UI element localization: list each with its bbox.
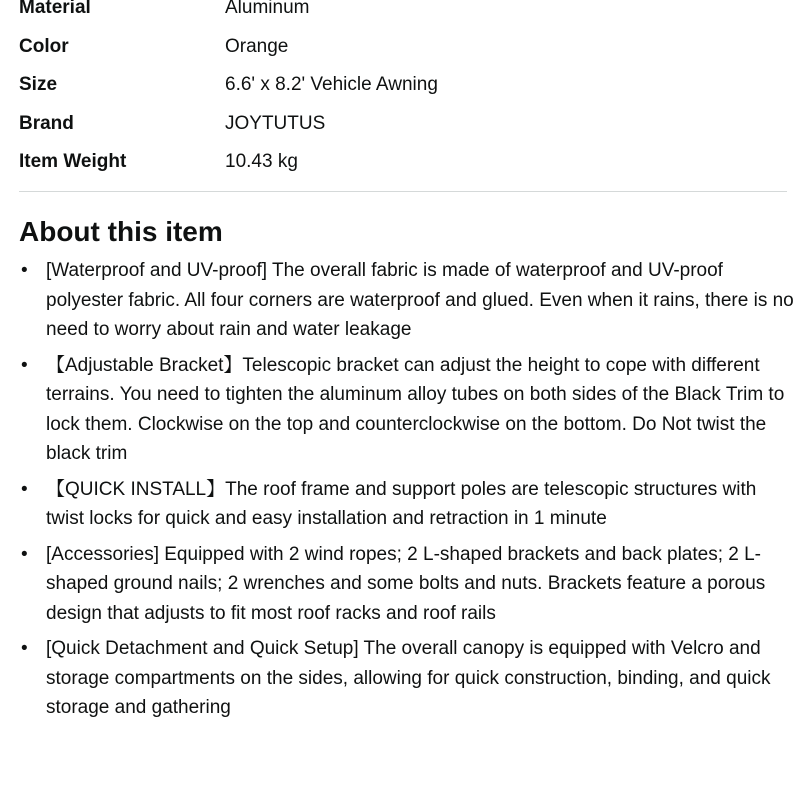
spec-row-material: [19, 0, 787, 28]
spec-value: 10.43 kg: [225, 151, 298, 173]
spec-label: Size: [19, 74, 58, 96]
feature-bullet-text: 【QUICK INSTALL】The roof frame and support poles are telescopic structures with twist locks for quick and easy installation and retraction in 1 minute: [46, 478, 757, 529]
spec-label: Color: [19, 35, 69, 57]
bullet-dot-icon: •: [21, 478, 28, 500]
bullet-dot-icon: •: [21, 260, 28, 281]
feature-bullet-text: 【Adjustable Bracket】Telescopic bracket can adjust the height to cope with different terrains. You need to tighten the aluminum alloy tubes on both sides of the Black Trim to lock them. Clockwise on the top and counterclockwise on the bottom. Do Not twist the black trim: [46, 354, 785, 464]
feature-bullet-text: [Accessories] Equipped with 2 wind ropes; 2 L-shaped brackets and back plates; 2 L-shaped ground nails; 2 wrenches and some bolts and nuts. Brackets feature a porous design that adjusts to fit most roof racks and roof rails: [46, 543, 766, 624]
feature-bullet-text: [Quick Detachment and Quick Setup] The overall canopy is equipped with Velcro and storage compartments on the sides, allowing for quick construction, binding, and quick storage and gathering: [46, 638, 771, 718]
product-specs-table: [19, 0, 787, 182]
spec-value: Aluminum: [225, 0, 310, 19]
feature-bullet: [19, 475, 794, 534]
bullet-dot-icon: •: [21, 543, 28, 565]
feature-bullet-list: [19, 256, 794, 729]
spec-row-color: [19, 28, 787, 67]
spec-row-brand: [19, 105, 787, 144]
feature-bullet: [19, 351, 794, 469]
spec-row-size: [19, 66, 787, 105]
feature-bullet: [19, 540, 794, 629]
feature-bullet-text: [Waterproof and UV-proof] The overall fabric is made of waterproof and UV-proof polyester fabric. All four corners are waterproof and glued. Even when it rains, there is no need to worry about rain and water leakage: [46, 260, 794, 340]
spec-value: JOYTUTUS: [225, 112, 326, 134]
spec-row-item-weight: [19, 143, 787, 182]
about-this-item-heading: About this item: [19, 216, 223, 247]
spec-label: Brand: [19, 112, 74, 134]
feature-bullet: [19, 256, 794, 345]
spec-label: Material: [19, 0, 91, 19]
spec-label: Item Weight: [19, 151, 127, 173]
spec-value: 6.6' x 8.2' Vehicle Awning: [225, 74, 438, 96]
spec-value: Orange: [225, 35, 289, 57]
bullet-dot-icon: •: [21, 354, 28, 376]
feature-bullet: [19, 634, 794, 723]
bullet-dot-icon: •: [21, 638, 28, 659]
section-divider: [19, 191, 787, 192]
